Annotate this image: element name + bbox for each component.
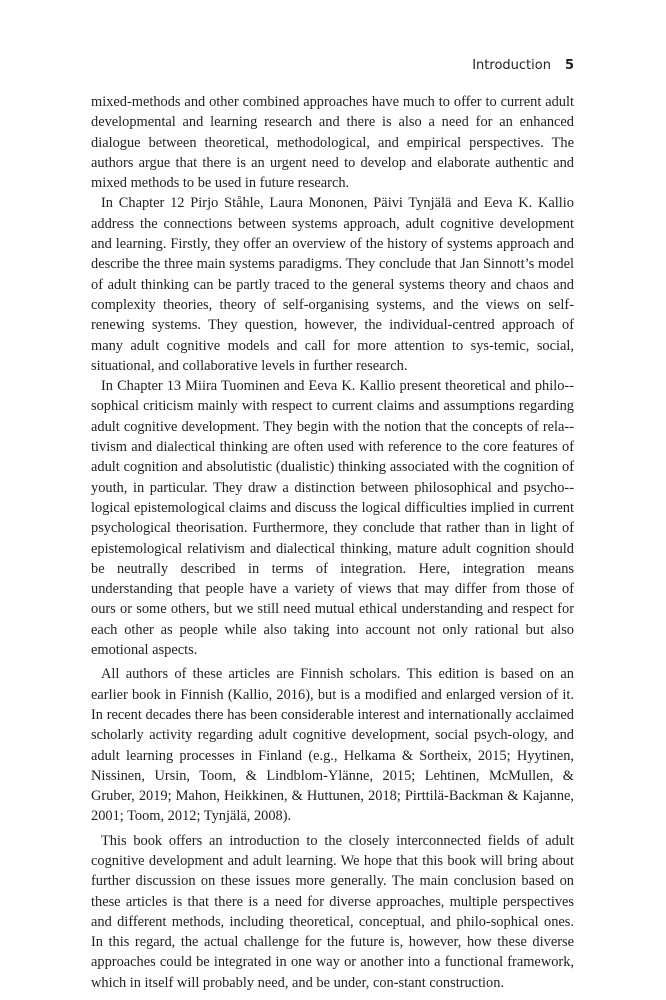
running-head: [472, 58, 574, 73]
paragraph-chapter-13: In Chapter 13 Miira Tuominen and Eeva K. Kallio present theoretical and philo-sophical criticism mainly with respect to current claims and assumptions regarding adult cognitive development. They begin with the notion that the concepts of rela-tivism and dialectical thinking are often used with reference to the core features of adult cognition and absolutistic (dualistic) thinking associated with the cognition of youth, in particular. They draw a distinction between philosophical and psycho-logical epistemological claims and discuss the logical difficulties implied in current psychological theorisation. Furthermore, they conclude that rather than in light of epistemological relativism and dialectical thinking, mature adult cognition should be neutrally described in terms of integration. Here, integration means understanding that people have a variety of views that may differ from those of ours or some others, but we still need mutual ethical understanding and respect for each other as people while also taking into account not only rational but also emotional aspects.: [91, 378, 574, 659]
body-text: [91, 92, 574, 993]
paragraph-book-conclusion: This book offers an introduction to the closely interconnected fields of adult cognitive development and adult learning. We hope that this book will bring about further discussion on these issues more generally. The main conclusion based on these articles is that there is a need for diverse approaches, multiple perspectives and different methods, including theoretical, conceptual, and philo-sophical ones. In this regard, the actual challenge for the future is, however, how these diverse approaches could be integrated in one way or another into a functional framework, which in itself will probably need, and be under, con-stant construction.: [91, 832, 574, 991]
running-head-section-title: Introduction: [472, 58, 551, 73]
paragraph-chapter-12: In Chapter 12 Pirjo Ståhle, Laura Mononen, Päivi Tynjälä and Eeva K. Kallio address the connections between systems approach, adult cognitive development and learning. Firstly, they offer an overview of the history of systems approach and describe the three main systems paradigms. They conclude that Jan Sinnott’s model of adult thinking can be partly traced to the general systems theory and chaos and complexity theories, theory of self-organising systems, and the views on self-renewing systems. They question, however, the individual-centred approach of many adult cognitive models and call for more attention to sys-temic, social, situational, and collaborative levels in further research.: [91, 195, 574, 374]
page-number: 5: [564, 58, 574, 73]
paragraph-finnish-scholars: All authors of these articles are Finnish scholars. This edition is based on an earlier book in Finnish (Kallio, 2016), but is a modified and enlarged version of it. In recent decades there has been considerable interest and internationally acclaimed scholarly activity regarding adult cognitive development, social psych-ology, and adult learning processes in Finland (e.g., Helkama & Sortheix, 2015; Hyytinen, Nissinen, Ursin, Toom, & Lindblom-Ylänne, 2015; Lehtinen, McMullen, & Gruber, 2019; Mahon, Heikkinen, & Huttunen, 2018; Pirttilä-Backman & Kajanne, 2001; Toom, 2012; Tynjälä, 2008).: [91, 666, 574, 825]
paragraph-continued: mixed-methods and other combined approaches have much to offer to current adult developmental and learning research and there is also a need for an enhanced dialogue between theoretical, methodological, and empirical perspectives. The authors argue that there is an urgent need to develop and elaborate authentic and mixed methods to be used in future research.: [91, 94, 574, 192]
